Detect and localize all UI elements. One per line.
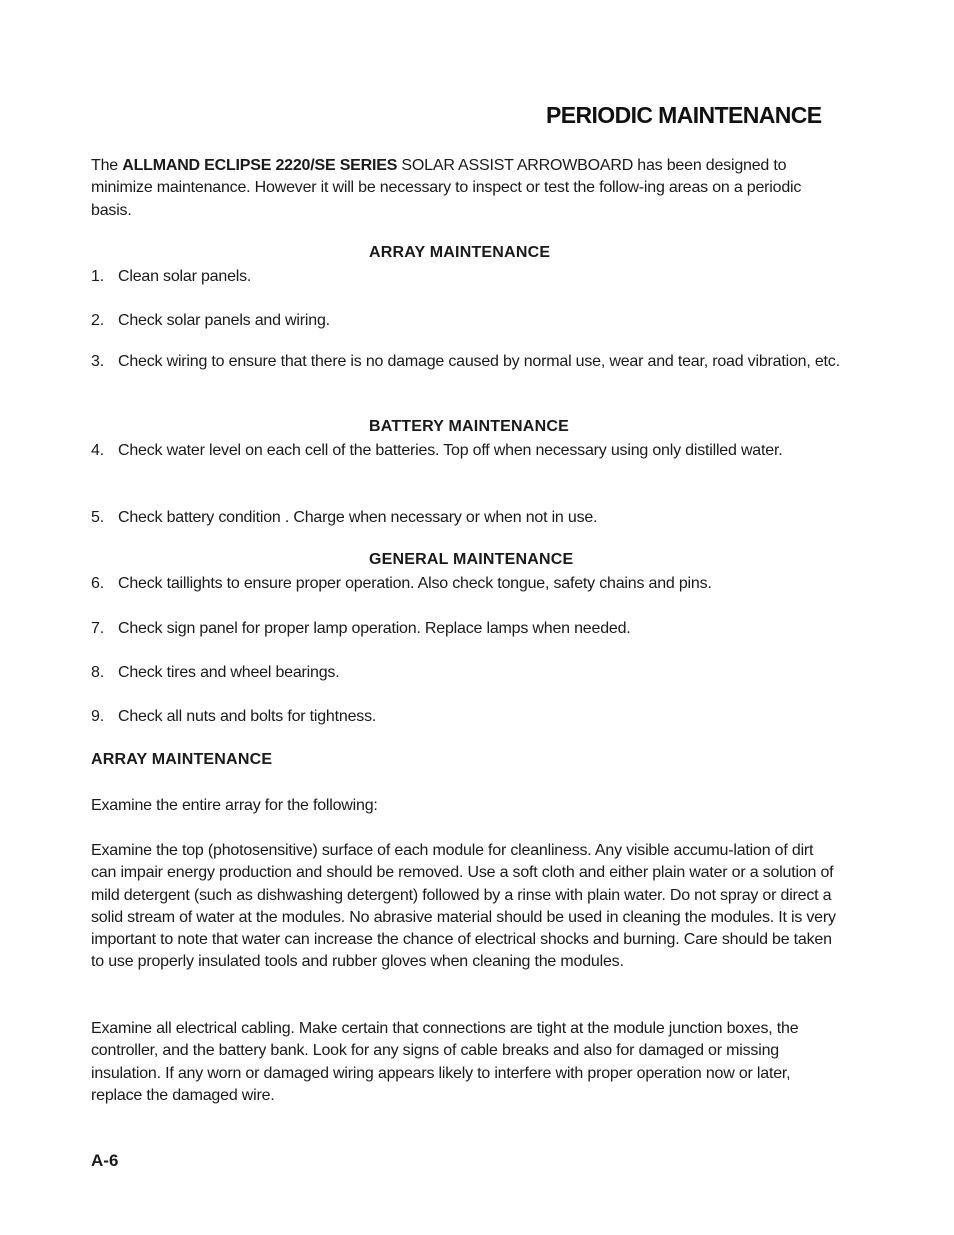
item-text: Check water level on each cell of the batteries. Top off when necessary using only distilled water. [118,442,783,459]
item-text: Check battery condition . Charge when necessary or when not in use. [118,509,598,526]
list-item [91,351,841,373]
item-text: Check wiring to ensure that there is no damage caused by normal use, wear and tear, road vibration, etc. [118,353,840,370]
item-number: 5. [91,509,104,526]
list-item [91,266,841,288]
list-item [91,573,841,595]
item-number: 1. [91,268,104,285]
item-number: 8. [91,664,104,681]
item-text: Check solar panels and wiring. [118,312,330,329]
item-text: Check sign panel for proper lamp operation. Replace lamps when needed. [118,620,631,637]
array-detail-heading: ARRAY MAINTENANCE [91,751,273,768]
product-name: ALLMAND ECLIPSE 2220/SE SERIES [122,157,398,174]
intro-prefix: The [91,157,123,174]
intro-paragraph [91,155,839,222]
list-item [91,662,841,684]
array-detail-paragraph: Examine all electrical cabling. Make certain that connections are tight at the module junction boxes, the controller, and the battery bank. Look for any signs of cable breaks and also for damaged or missing insulation. If any worn or damaged wiring appears likely to interfere with proper operation now or later, replace the damaged wire. [91,1020,799,1104]
item-number: 7. [91,620,104,637]
intro-text: SOLAR ASSIST ARROWBOARD has been designed to minimize maintenance. However it will be necessary to inspect or test the follow-ing areas on a periodic basis. [91,157,802,219]
array-detail-paragraph: Examine the top (photosensitive) surface of each module for cleanliness. Any visible accumu-lation of dirt can impair energy production and should be removed. Use a soft cloth and either plain water or a solution of mild detergent (such as dishwashing detergent) followed by a rinse with plain water. Do not spray or direct a solid stream of water at the modules. No abrasive material should be used in cleaning the modules. It is very important to note that water can increase the chance of electrical shocks and burning. Care should be taken to use properly insulated tools and rubber gloves when cleaning the modules. [91,842,836,971]
page-number: A-6 [91,1151,119,1170]
list-item [91,706,841,728]
item-number: 3. [91,353,104,370]
item-number: 9. [91,708,104,725]
battery-maintenance-heading: BATTERY MAINTENANCE [369,418,569,435]
item-number: 4. [91,442,104,459]
array-maintenance-heading: ARRAY MAINTENANCE [369,244,551,261]
item-text: Check tires and wheel bearings. [118,664,340,681]
list-item [91,618,841,640]
list-item [91,310,841,332]
item-number: 6. [91,575,104,592]
general-maintenance-heading: GENERAL MAINTENANCE [369,551,574,568]
item-text: Check all nuts and bolts for tightness. [118,708,377,725]
list-item [91,440,841,462]
page-title: PERIODIC MAINTENANCE [546,102,822,128]
array-detail-paragraph: Examine the entire array for the following: [91,797,378,814]
item-number: 2. [91,312,104,329]
list-item [91,507,841,529]
item-text: Clean solar panels. [118,268,252,285]
item-text: Check taillights to ensure proper operation. Also check tongue, safety chains and pins. [118,575,712,592]
